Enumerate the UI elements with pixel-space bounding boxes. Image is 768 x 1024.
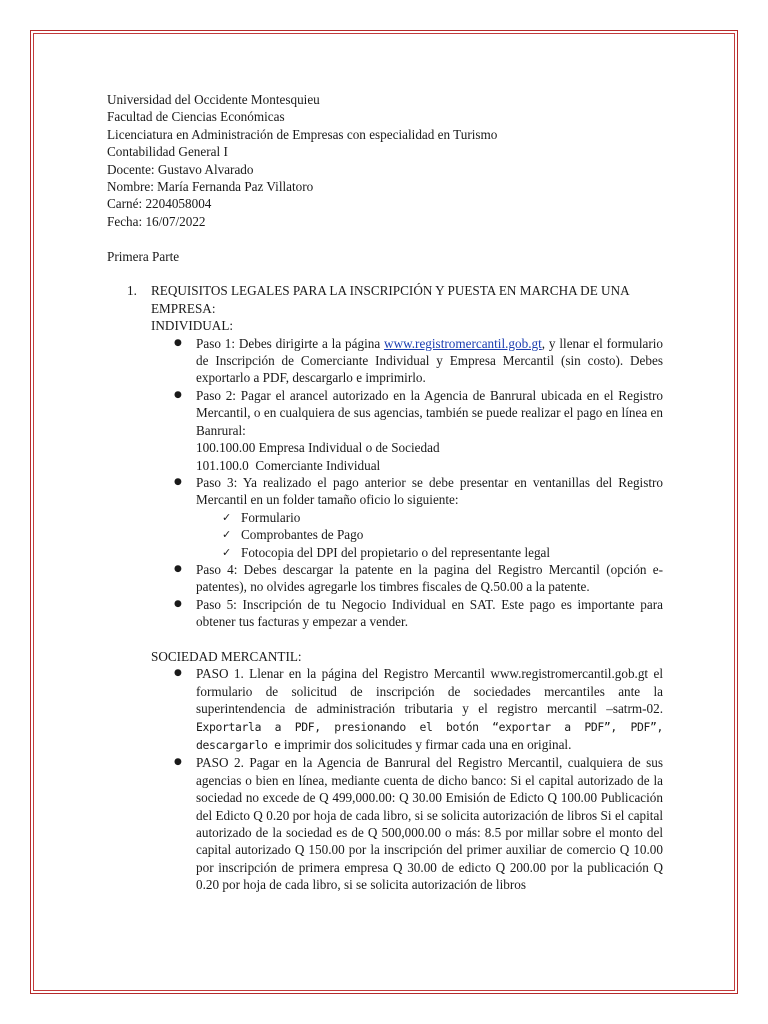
section-label: Primera Parte [107,248,180,264]
sociedad-label: SOCIEDAD MERCANTIL: [151,648,302,664]
step-item: ● Paso 1: Debes dirigirte a la página www.registromercantil.gob.gt, y llenar el formulario de Inscripción de Comerciante Individual y Empresa Mercantil (sin costo). Debes exportarlo a PDF, descargarlo e imprimirlo. [174,335,663,386]
header-faculty: Facultad de Ciencias Económicas [107,109,285,125]
individual-label: INDIVIDUAL: [151,318,234,334]
header-date: Fecha: 16/07/2022 [107,213,206,229]
step-item: ● Paso 3: Ya realizado el pago anterior se debe presentar en ventanillas del Registro Mercantil en un folder tamaño oficio lo siguiente: ✓ Formulario ✓ Comprobantes de Pago ✓ Fotocopia del DPI del propietario o del representante legal [174,474,663,560]
monospace-instruction: Exportarla a PDF, presionando el botón “exportar a PDF”, PDF”, descargarlo e [196,719,663,752]
bullet-icon: ● [174,476,182,487]
step-item: ● Paso 2: Pagar el arancel autorizado en la Agencia de Banrural ubicada en el Registro Mercantil, o en cualquiera de sus agencias, también se puede realizar el pago en línea en Banrural: 100.100.00 Empresa Individual o de Sociedad 101.100.0 Comerciante Individual [174,387,663,473]
sociedad-steps [151,665,663,893]
item-title: REQUISITOS LEGALES PARA LA INSCRIPCIÓN Y PUESTA EN MARCHA DE UNA EMPRESA: [151,283,629,316]
requirements-checklist [196,509,663,561]
individual-steps [151,335,663,631]
bullet-icon: ● [174,563,182,574]
numbered-item-1 [107,282,663,893]
header-student-name: Nombre: María Fernanda Paz Villatoro [107,179,314,195]
document-header [107,91,663,230]
fee-line: 101.100.0 Comerciante Individual [196,457,381,473]
header-student-id: Carné: 2204058004 [107,196,212,212]
step-item: ● PASO 1. Llenar en la página del Registro Mercantil www.registromercantil.gob.gt el formulario de solicitud de inscripción de sociedades mercantiles ante la superintendencia de administración tributaria y el registro mercantil –satrm-02. Exportarla a PDF, presionando el botón “exportar a PDF”, PDF”, descargarlo e imprimir dos solicitudes y firmar cada una en original. [174,666,663,752]
header-degree: Licenciatura en Administración de Empresas con especialidad en Turismo [107,126,498,142]
checklist-item: ✓ Fotocopia del DPI del propietario o del representante legal [222,544,551,560]
list-number: 1. [127,283,137,299]
checkmark-icon: ✓ [222,528,232,542]
header-course: Contabilidad General I [107,144,228,160]
step-item: ● PASO 2. Pagar en la Agencia de Banrural del Registro Mercantil, cualquiera de sus agencias o bien en línea, mediante cuenta de dicho banco: Si el capital autorizado de la sociedad no excede de Q 499,000.00: Q 30.00 Emisión de Edicto Q 100.00 Publicación del Edicto Q 0.20 por hoja de cada libro, si se solicita autorización de libros Si el capital autorizado de la sociedad es de Q 500,000.00 o más: 8.5 por millar sobre el monto del capital autorizado Q 150.00 por la inscripción del primer auxiliar de comercio Q 10.00 por inscripción de primera empresa Q 30.00 de edicto Q 200.00 por la publicación Q 0.20 por hoja de cada libro, si se solicita autorización de libros [174,755,663,893]
step-item: ● Paso 5: Inscripción de tu Negocio Individual en SAT. Este pago es importante para obtener tus facturas y empezar a vender. [174,596,663,630]
header-university: Universidad del Occidente Montesquieu [107,92,320,107]
step-item: ● Paso 4: Debes descargar la patente en la pagina del Registro Mercantil (opción e-patentes), no olvides agregarle los timbres fiscales de Q.50.00 a la patente. [174,561,663,595]
bullet-icon: ● [174,757,182,768]
header-teacher: Docente: Gustavo Alvarado [107,161,254,177]
bullet-icon: ● [174,337,182,348]
checkmark-icon: ✓ [222,545,232,559]
bullet-icon: ● [174,668,182,679]
fee-line: 100.100.00 Empresa Individual o de Sociedad [196,440,440,456]
checklist-item: ✓ Comprobantes de Pago [222,527,364,543]
checkmark-icon: ✓ [222,510,232,524]
bullet-icon: ● [174,389,182,400]
checklist-item: ✓ Formulario [222,509,301,525]
registro-mercantil-link[interactable]: www.registromercantil.gob.gt [384,335,542,351]
bullet-icon: ● [174,598,182,609]
document-page [107,91,663,894]
